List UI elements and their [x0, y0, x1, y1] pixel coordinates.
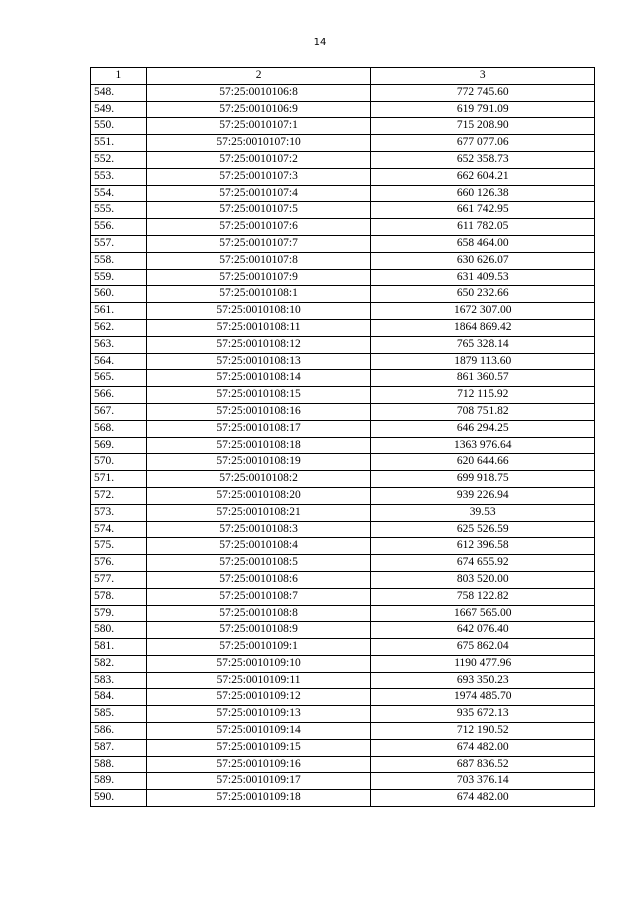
- row-number-cell: 584.: [91, 689, 147, 706]
- value-cell: 765 328.14: [371, 336, 595, 353]
- row-number-cell: 549.: [91, 101, 147, 118]
- table-row: [91, 723, 595, 740]
- cadastral-number-cell: 57:25:0010107:3: [146, 168, 371, 185]
- value-cell: 699 918.75: [371, 471, 595, 488]
- value-cell: 646 294.25: [371, 420, 595, 437]
- row-number-cell: 583.: [91, 672, 147, 689]
- row-number-cell: 551.: [91, 135, 147, 152]
- cadastral-number-cell: 57:25:0010107:4: [146, 185, 371, 202]
- page-number: 14: [313, 37, 327, 48]
- table-row: [91, 135, 595, 152]
- cadastral-number-cell: 57:25:0010109:10: [146, 655, 371, 672]
- table-row: [91, 185, 595, 202]
- row-number-cell: 559.: [91, 269, 147, 286]
- value-cell: 620 644.66: [371, 454, 595, 471]
- cadastral-number-cell: 57:25:0010109:13: [146, 706, 371, 723]
- table-row: [91, 773, 595, 790]
- value-cell: 652 358.73: [371, 151, 595, 168]
- row-number-cell: 558.: [91, 252, 147, 269]
- table-row: [91, 101, 595, 118]
- value-cell: 625 526.59: [371, 521, 595, 538]
- value-cell: 619 791.09: [371, 101, 595, 118]
- value-cell: 677 077.06: [371, 135, 595, 152]
- value-cell: 650 232.66: [371, 286, 595, 303]
- column-header-2: 2: [146, 68, 371, 85]
- table-row: [91, 605, 595, 622]
- table-row: [91, 639, 595, 656]
- value-cell: 861 360.57: [371, 370, 595, 387]
- cadastral-number-cell: 57:25:0010108:14: [146, 370, 371, 387]
- row-number-cell: 564.: [91, 353, 147, 370]
- value-cell: 772 745.60: [371, 84, 595, 101]
- cadastral-number-cell: 57:25:0010108:18: [146, 437, 371, 454]
- column-header-1: 1: [91, 68, 147, 85]
- row-number-cell: 555.: [91, 202, 147, 219]
- cadastral-number-cell: 57:25:0010107:7: [146, 235, 371, 252]
- value-cell: 708 751.82: [371, 403, 595, 420]
- value-cell: 803 520.00: [371, 571, 595, 588]
- row-number-cell: 550.: [91, 118, 147, 135]
- value-cell: 935 672.13: [371, 706, 595, 723]
- table-row: [91, 370, 595, 387]
- table-row: [91, 471, 595, 488]
- row-number-cell: 556.: [91, 219, 147, 236]
- table-row: [91, 303, 595, 320]
- cadastral-number-cell: 57:25:0010107:10: [146, 135, 371, 152]
- cadastral-number-cell: 57:25:0010108:8: [146, 605, 371, 622]
- table-row: [91, 219, 595, 236]
- table-row: [91, 672, 595, 689]
- value-cell: 1190 477.96: [371, 655, 595, 672]
- value-cell: 662 604.21: [371, 168, 595, 185]
- row-number-cell: 573.: [91, 504, 147, 521]
- cadastral-number-cell: 57:25:0010108:4: [146, 538, 371, 555]
- cadastral-number-cell: 57:25:0010106:9: [146, 101, 371, 118]
- row-number-cell: 576.: [91, 555, 147, 572]
- table-row: [91, 571, 595, 588]
- cadastral-number-cell: 57:25:0010108:12: [146, 336, 371, 353]
- value-cell: 939 226.94: [371, 487, 595, 504]
- value-cell: 703 376.14: [371, 773, 595, 790]
- cadastral-number-cell: 57:25:0010107:5: [146, 202, 371, 219]
- row-number-cell: 566.: [91, 387, 147, 404]
- row-number-cell: 578.: [91, 588, 147, 605]
- cadastral-number-cell: 57:25:0010108:19: [146, 454, 371, 471]
- row-number-cell: 587.: [91, 739, 147, 756]
- cadastral-number-cell: 57:25:0010108:9: [146, 622, 371, 639]
- table-row: [91, 655, 595, 672]
- table-row: [91, 521, 595, 538]
- cadastral-number-cell: 57:25:0010107:2: [146, 151, 371, 168]
- cadastral-number-cell: 57:25:0010107:9: [146, 269, 371, 286]
- cadastral-number-cell: 57:25:0010108:3: [146, 521, 371, 538]
- table-row: [91, 420, 595, 437]
- value-cell: 642 076.40: [371, 622, 595, 639]
- table-row: [91, 202, 595, 219]
- cadastral-number-cell: 57:25:0010108:21: [146, 504, 371, 521]
- table-row: [91, 235, 595, 252]
- value-cell: 712 115.92: [371, 387, 595, 404]
- table-row: [91, 622, 595, 639]
- row-number-cell: 570.: [91, 454, 147, 471]
- row-number-cell: 580.: [91, 622, 147, 639]
- cadastral-number-cell: 57:25:0010108:11: [146, 319, 371, 336]
- value-cell: 1363 976.64: [371, 437, 595, 454]
- value-cell: 661 742.95: [371, 202, 595, 219]
- value-cell: 612 396.58: [371, 538, 595, 555]
- row-number-cell: 571.: [91, 471, 147, 488]
- row-number-cell: 574.: [91, 521, 147, 538]
- table-row: [91, 437, 595, 454]
- value-cell: 1974 485.70: [371, 689, 595, 706]
- table-header-row: [91, 68, 595, 85]
- value-cell: 758 122.82: [371, 588, 595, 605]
- cadastral-number-cell: 57:25:0010108:16: [146, 403, 371, 420]
- table-row: [91, 151, 595, 168]
- value-cell: 712 190.52: [371, 723, 595, 740]
- row-number-cell: 577.: [91, 571, 147, 588]
- cadastral-number-cell: 57:25:0010109:15: [146, 739, 371, 756]
- cadastral-number-cell: 57:25:0010107:8: [146, 252, 371, 269]
- table-row: [91, 353, 595, 370]
- table-row: [91, 555, 595, 572]
- value-cell: 660 126.38: [371, 185, 595, 202]
- table-row: [91, 504, 595, 521]
- table-row: [91, 756, 595, 773]
- row-number-cell: 579.: [91, 605, 147, 622]
- row-number-cell: 560.: [91, 286, 147, 303]
- cadastral-number-cell: 57:25:0010108:20: [146, 487, 371, 504]
- row-number-cell: 553.: [91, 168, 147, 185]
- cadastral-number-cell: 57:25:0010108:15: [146, 387, 371, 404]
- value-cell: 39.53: [371, 504, 595, 521]
- table-row: [91, 84, 595, 101]
- row-number-cell: 562.: [91, 319, 147, 336]
- table-row: [91, 538, 595, 555]
- row-number-cell: 567.: [91, 403, 147, 420]
- value-cell: 1864 869.42: [371, 319, 595, 336]
- value-cell: 1672 307.00: [371, 303, 595, 320]
- value-cell: 658 464.00: [371, 235, 595, 252]
- value-cell: 674 655.92: [371, 555, 595, 572]
- table-row: [91, 252, 595, 269]
- cadastral-number-cell: 57:25:0010108:1: [146, 286, 371, 303]
- value-cell: 630 626.07: [371, 252, 595, 269]
- value-cell: 674 482.00: [371, 790, 595, 807]
- table-row: [91, 454, 595, 471]
- value-cell: 693 350.23: [371, 672, 595, 689]
- table-row: [91, 790, 595, 807]
- cadastral-number-cell: 57:25:0010108:2: [146, 471, 371, 488]
- row-number-cell: 561.: [91, 303, 147, 320]
- cadastral-number-cell: 57:25:0010109:18: [146, 790, 371, 807]
- value-cell: 687 836.52: [371, 756, 595, 773]
- cadastral-number-cell: 57:25:0010107:6: [146, 219, 371, 236]
- cadastral-number-cell: 57:25:0010109:1: [146, 639, 371, 656]
- row-number-cell: 586.: [91, 723, 147, 740]
- cadastral-number-cell: 57:25:0010108:13: [146, 353, 371, 370]
- table-row: [91, 118, 595, 135]
- cadastral-number-cell: 57:25:0010109:16: [146, 756, 371, 773]
- table-row: [91, 336, 595, 353]
- value-cell: 1667 565.00: [371, 605, 595, 622]
- row-number-cell: 572.: [91, 487, 147, 504]
- row-number-cell: 581.: [91, 639, 147, 656]
- table-row: [91, 487, 595, 504]
- row-number-cell: 575.: [91, 538, 147, 555]
- row-number-cell: 569.: [91, 437, 147, 454]
- table-row: [91, 269, 595, 286]
- row-number-cell: 585.: [91, 706, 147, 723]
- table-row: [91, 588, 595, 605]
- row-number-cell: 589.: [91, 773, 147, 790]
- value-cell: 631 409.53: [371, 269, 595, 286]
- value-cell: 715 208.90: [371, 118, 595, 135]
- table-row: [91, 168, 595, 185]
- value-cell: 611 782.05: [371, 219, 595, 236]
- row-number-cell: 582.: [91, 655, 147, 672]
- row-number-cell: 552.: [91, 151, 147, 168]
- data-table: [90, 67, 595, 807]
- cadastral-number-cell: 57:25:0010106:8: [146, 84, 371, 101]
- value-cell: 675 862.04: [371, 639, 595, 656]
- value-cell: 674 482.00: [371, 739, 595, 756]
- cadastral-number-cell: 57:25:0010108:10: [146, 303, 371, 320]
- value-cell: 1879 113.60: [371, 353, 595, 370]
- cadastral-number-cell: 57:25:0010109:14: [146, 723, 371, 740]
- cadastral-number-cell: 57:25:0010108:5: [146, 555, 371, 572]
- table-row: [91, 403, 595, 420]
- table-row: [91, 387, 595, 404]
- cadastral-number-cell: 57:25:0010108:17: [146, 420, 371, 437]
- cadastral-number-cell: 57:25:0010108:7: [146, 588, 371, 605]
- row-number-cell: 588.: [91, 756, 147, 773]
- cadastral-number-cell: 57:25:0010108:6: [146, 571, 371, 588]
- row-number-cell: 590.: [91, 790, 147, 807]
- row-number-cell: 568.: [91, 420, 147, 437]
- row-number-cell: 554.: [91, 185, 147, 202]
- cadastral-number-cell: 57:25:0010109:17: [146, 773, 371, 790]
- cadastral-number-cell: 57:25:0010109:11: [146, 672, 371, 689]
- table-row: [91, 706, 595, 723]
- table-row: [91, 286, 595, 303]
- table-body: [91, 68, 595, 807]
- cadastral-number-cell: 57:25:0010107:1: [146, 118, 371, 135]
- column-header-3: 3: [371, 68, 595, 85]
- table-row: [91, 689, 595, 706]
- table-row: [91, 739, 595, 756]
- cadastral-number-cell: 57:25:0010109:12: [146, 689, 371, 706]
- table-row: [91, 319, 595, 336]
- row-number-cell: 565.: [91, 370, 147, 387]
- row-number-cell: 557.: [91, 235, 147, 252]
- row-number-cell: 563.: [91, 336, 147, 353]
- row-number-cell: 548.: [91, 84, 147, 101]
